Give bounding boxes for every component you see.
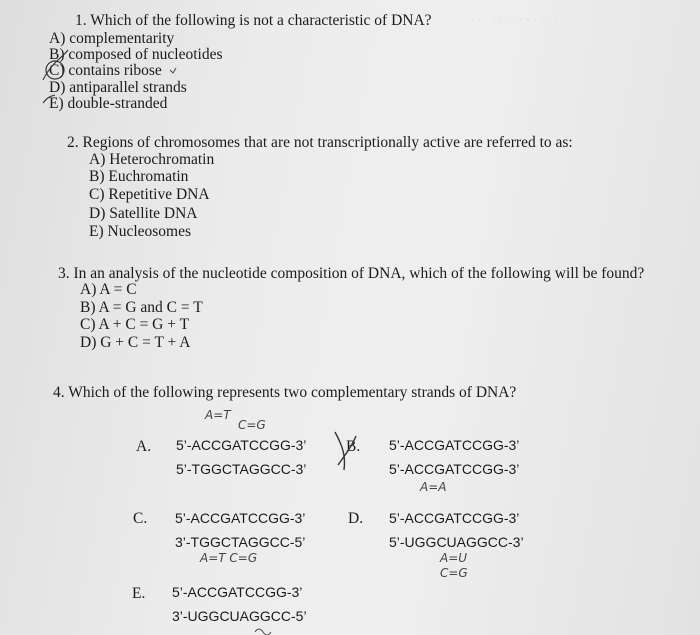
q3-option-d: D) G + C = T + A (80, 334, 191, 351)
q4-option-b-bottom-strand: 5’-ACCGATCCGG-3’ (389, 461, 520, 477)
q2-option-d: D) Satellite DNA (89, 205, 198, 222)
handwritten-note-at: A=T (205, 408, 231, 422)
q1-option-e: E) double-stranded (49, 95, 168, 112)
q4-option-c-top-strand: 5’-ACCGATCCGG-3’ (175, 510, 306, 526)
q4-option-a-letter: A. (136, 438, 152, 455)
q2-option-b: B) Euchromatin (89, 168, 189, 185)
q4-option-d-bottom-strand: 5’-UGGCUAGGCC-3’ (389, 534, 524, 550)
q4-option-e-letter: E. (132, 585, 146, 602)
handwritten-note-cg: C=G (238, 418, 266, 432)
handwritten-note-aa: A=A (420, 480, 447, 494)
strike-mark-b (335, 432, 345, 470)
q4-stem: 4. Which of the following represents two complementary strands of DNA? (53, 384, 517, 401)
handwritten-note-cg-2: C=G (440, 566, 468, 580)
handwritten-note-au: A=U (440, 551, 468, 565)
q4-option-b-letter: B. (346, 438, 361, 455)
q1-option-c: C) contains ribose (49, 62, 162, 79)
q1-option-a: A) complementarity (49, 30, 175, 47)
q4-option-a-top-strand: 5’-ACCGATCCGG-3’ (176, 437, 307, 453)
q4-option-c-bottom-strand: 3’-TGGCTAGGCC-5’ (175, 534, 306, 550)
q1-stem: 1. Which of the following is not a characteristic of DNA? (75, 12, 432, 29)
q3-option-a: A) A = C (80, 281, 137, 298)
tick-mark (170, 68, 176, 73)
q1-option-b: B) composed of nucleotides (49, 46, 223, 63)
q4-option-e-bottom-strand: 3’-UGGCUAGGCC-5’ (172, 608, 307, 624)
q3-stem: 3. In an analysis of the nucleotide composition of DNA, which of the following will be found? (58, 265, 645, 282)
q2-option-e: E) Nucleosomes (89, 223, 192, 240)
q4-option-e-top-strand: 5’-ACCGATCCGG-3’ (172, 584, 303, 600)
q4-option-c-letter: C. (133, 510, 148, 527)
q4-option-d-letter: D. (348, 510, 364, 527)
q3-option-b: B) A = G and C = T (80, 299, 203, 316)
q1-option-d: D) antiparallel strands (49, 79, 187, 96)
q2-option-c: C) Repetitive DNA (89, 186, 210, 203)
q2-option-a: A) Heterochromatin (89, 151, 215, 168)
q2-stem: 2. Regions of chromosomes that are not transcriptionally active are referred to as: (67, 134, 573, 151)
q4-option-b-top-strand: 5’-ACCGATCCGG-3’ (389, 437, 520, 453)
q3-option-c: C) A + C = G + T (80, 316, 190, 333)
handwritten-note-at-cg: A=T C=G (200, 551, 258, 565)
bleed-through-text: · · · · · · · · · · · · · · · · (470, 12, 579, 26)
q4-option-d-top-strand: 5’-ACCGATCCGG-3’ (389, 510, 520, 526)
q4-option-a-bottom-strand: 5’-TGGCTAGGCC-3’ (176, 461, 307, 477)
scribble-mark (255, 629, 271, 635)
